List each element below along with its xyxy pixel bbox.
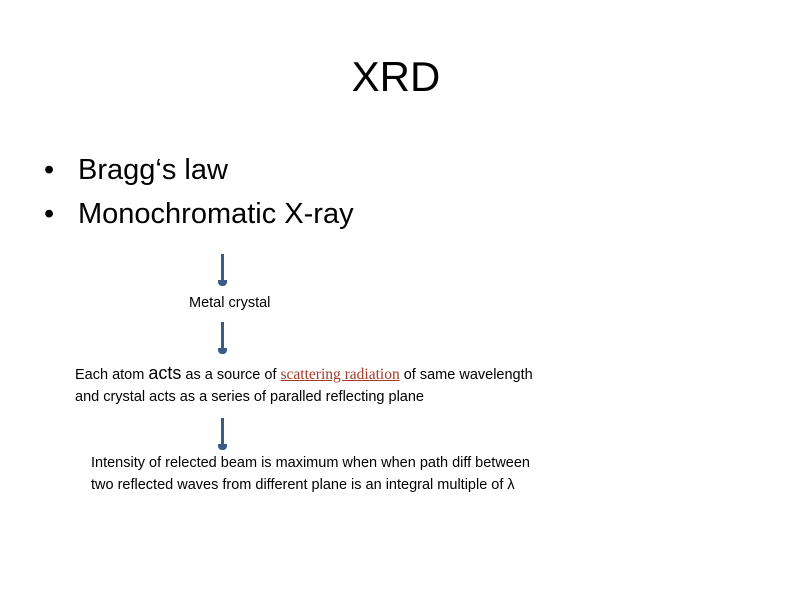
bullet-marker: • [44, 154, 55, 186]
flow-step-line: two reflected waves from different plane is an integral multiple of λ [91, 477, 515, 493]
bullet-text-braggs-law: Bragg‘s law [78, 154, 228, 186]
bullet-text-monochromatic-xray: Monochromatic X-ray [78, 198, 354, 230]
slide-title-text: XRD [351, 53, 441, 100]
slide-title [0, 50, 792, 104]
flow-step-atom-source [75, 362, 533, 408]
bullet-list [44, 148, 354, 236]
flow-step-line: Intensity of relected beam is maximum when when path diff between [91, 455, 530, 471]
flow-text: Each atom [75, 367, 149, 383]
bullet-item [44, 192, 354, 236]
flow-text-scattering-radiation: scattering radiation [280, 366, 400, 383]
down-arrow-icon [221, 322, 224, 350]
flow-step-line [75, 362, 533, 386]
flow-step-metal-crystal [189, 292, 270, 314]
flow-step-intensity [91, 452, 530, 496]
flow-text: as a source of [181, 367, 281, 383]
down-arrow-icon [221, 418, 224, 446]
flow-text-acts: acts [148, 363, 182, 383]
down-arrow-icon [221, 254, 224, 282]
bullet-marker: • [44, 198, 55, 230]
flow-step-text: Metal crystal [189, 295, 271, 311]
flow-text: of same wavelength [399, 367, 533, 383]
bullet-item [44, 148, 354, 192]
flow-step-line: and crystal acts as a series of paralled reflecting plane [75, 389, 424, 405]
